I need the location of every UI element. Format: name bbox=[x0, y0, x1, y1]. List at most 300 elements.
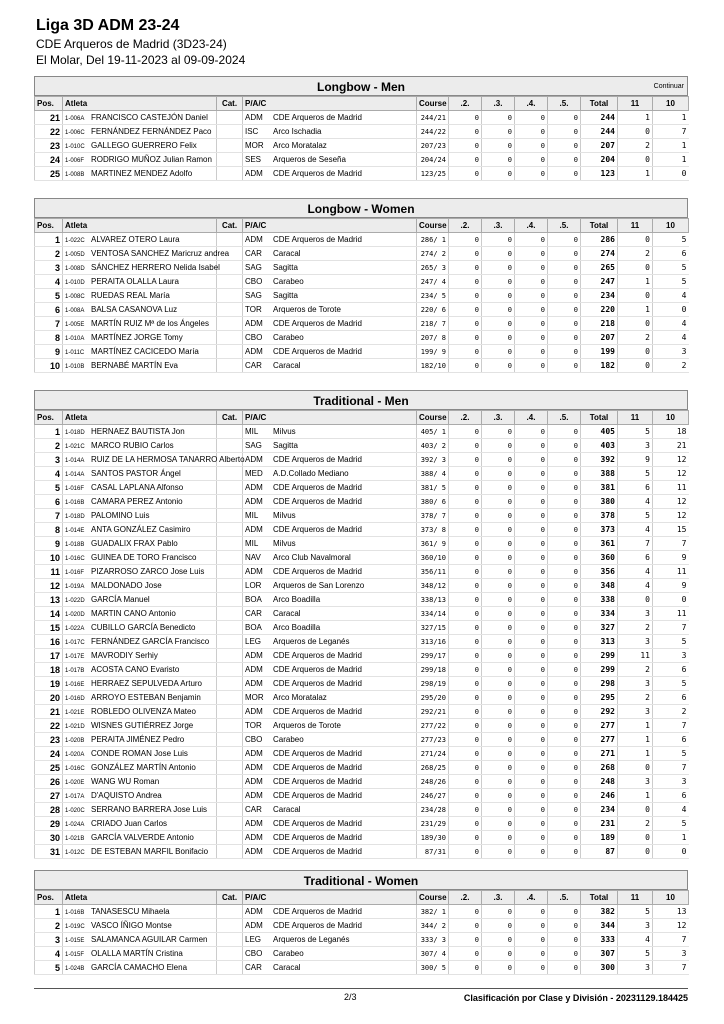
athlete-cell-code: 1-019C bbox=[65, 924, 85, 930]
course-cell-course: 360/10 bbox=[420, 553, 446, 562]
round5-cell-s5: 0 bbox=[573, 291, 578, 300]
position-cell bbox=[35, 233, 63, 247]
round5-cell bbox=[548, 933, 581, 947]
round4-cell-s4: 0 bbox=[540, 609, 545, 618]
count-11-cell-x11: 0 bbox=[645, 805, 650, 814]
count-11-cell-x11: 3 bbox=[645, 777, 650, 786]
course-cell bbox=[417, 139, 449, 153]
total-cell bbox=[581, 845, 618, 859]
round4-cell bbox=[515, 233, 548, 247]
athlete-cell-name: BALSA CASANOVA Luz bbox=[91, 305, 178, 314]
column-header: .4. bbox=[515, 891, 548, 905]
position-cell bbox=[35, 537, 63, 551]
round3-cell bbox=[482, 439, 515, 453]
round4-cell bbox=[515, 933, 548, 947]
total-cell bbox=[581, 961, 618, 975]
round2-cell bbox=[449, 125, 482, 139]
total-cell bbox=[581, 537, 618, 551]
column-header: Course bbox=[417, 411, 449, 425]
report-club: CDE Arqueros de Madrid (3D23-24) bbox=[36, 37, 227, 51]
round4-cell-s4: 0 bbox=[540, 497, 545, 506]
round4-cell bbox=[515, 509, 548, 523]
count-11-cell bbox=[618, 747, 653, 761]
count-10-cell bbox=[653, 747, 689, 761]
table-row bbox=[35, 831, 689, 845]
count-11-cell-x11: 0 bbox=[645, 361, 650, 370]
count-11-cell bbox=[618, 153, 653, 167]
round5-cell bbox=[548, 275, 581, 289]
athlete-cell-code: 1-008A bbox=[65, 308, 85, 314]
round3-cell-s3: 0 bbox=[507, 777, 512, 786]
count-10-cell bbox=[653, 167, 689, 181]
column-header: .3. bbox=[482, 219, 515, 233]
round2-cell bbox=[449, 111, 482, 125]
club-cell bbox=[243, 579, 417, 593]
round4-cell bbox=[515, 621, 548, 635]
round3-cell bbox=[482, 579, 515, 593]
count-10-cell-x10: 1 bbox=[681, 113, 687, 122]
count-11-cell bbox=[618, 933, 653, 947]
club-cell-club: CDE Arqueros de Madrid bbox=[273, 497, 362, 506]
course-cell-course: 277/22 bbox=[420, 721, 446, 730]
athlete-cell-name: TANASESCU Mihaela bbox=[91, 907, 170, 916]
round3-cell bbox=[482, 233, 515, 247]
count-10-cell bbox=[653, 761, 689, 775]
round5-cell-s5: 0 bbox=[573, 763, 578, 772]
club-cell-club: Arco Ischadia bbox=[273, 127, 322, 136]
count-11-cell bbox=[618, 621, 653, 635]
club-cell bbox=[243, 663, 417, 677]
total-cell-total: 299 bbox=[600, 651, 615, 660]
round5-cell bbox=[548, 607, 581, 621]
position-cell bbox=[35, 933, 63, 947]
round3-cell-s3: 0 bbox=[507, 427, 512, 436]
round5-cell bbox=[548, 111, 581, 125]
athlete-cell bbox=[63, 551, 217, 565]
total-cell bbox=[581, 233, 618, 247]
count-11-cell-x11: 5 bbox=[645, 469, 650, 478]
round2-cell bbox=[449, 789, 482, 803]
club-cell-club: Carabeo bbox=[273, 333, 304, 342]
round5-cell-s5: 0 bbox=[573, 777, 578, 786]
round2-cell-s2: 0 bbox=[474, 763, 479, 772]
round3-cell-s3: 0 bbox=[507, 553, 512, 562]
position-cell-pos: 7 bbox=[54, 318, 60, 329]
round3-cell bbox=[482, 933, 515, 947]
round3-cell-s3: 0 bbox=[507, 665, 512, 674]
club-cell-club: Caracal bbox=[273, 963, 301, 972]
category-cell bbox=[217, 275, 243, 289]
athlete-cell-name: CONDE ROMAN Jose Luis bbox=[91, 749, 188, 758]
athlete-cell-code: 1-016F bbox=[65, 486, 85, 492]
round4-cell-s4: 0 bbox=[540, 291, 545, 300]
athlete-cell-code: 1-021B bbox=[65, 836, 85, 842]
results-table bbox=[34, 410, 689, 859]
position-cell-pos: 17 bbox=[49, 650, 60, 661]
count-10-cell-x10: 7 bbox=[681, 963, 687, 972]
club-cell bbox=[243, 537, 417, 551]
table-row bbox=[35, 905, 689, 919]
count-11-cell-x11: 0 bbox=[645, 155, 650, 164]
round5-cell bbox=[548, 167, 581, 181]
round2-cell-s2: 0 bbox=[474, 651, 479, 660]
athlete-cell-name: VENTOSA SANCHEZ Maricruz andrea bbox=[91, 249, 230, 258]
count-10-cell bbox=[653, 453, 689, 467]
position-cell-pos: 8 bbox=[54, 524, 60, 535]
round3-cell-s3: 0 bbox=[507, 441, 512, 450]
round5-cell-s5: 0 bbox=[573, 455, 578, 464]
round4-cell bbox=[515, 663, 548, 677]
total-cell-total: 307 bbox=[600, 949, 615, 958]
section-title-text: Traditional - Men bbox=[313, 394, 409, 408]
category-cell bbox=[217, 775, 243, 789]
club-cell bbox=[243, 677, 417, 691]
category-cell bbox=[217, 565, 243, 579]
athlete-cell-code: 1-016E bbox=[65, 682, 85, 688]
round3-cell bbox=[482, 803, 515, 817]
table-row bbox=[35, 663, 689, 677]
total-cell-total: 338 bbox=[600, 595, 615, 604]
club-cell bbox=[243, 621, 417, 635]
position-cell bbox=[35, 803, 63, 817]
column-header: .4. bbox=[515, 219, 548, 233]
count-10-cell bbox=[653, 565, 689, 579]
total-cell-total: 348 bbox=[600, 581, 615, 590]
round2-cell-s2: 0 bbox=[474, 637, 479, 646]
round3-cell bbox=[482, 905, 515, 919]
course-cell bbox=[417, 817, 449, 831]
category-cell bbox=[217, 663, 243, 677]
club-cell bbox=[243, 233, 417, 247]
course-cell-course: 244/22 bbox=[420, 127, 446, 136]
round4-cell bbox=[515, 649, 548, 663]
club-cell bbox=[243, 691, 417, 705]
round2-cell bbox=[449, 233, 482, 247]
count-11-cell-x11: 5 bbox=[645, 511, 650, 520]
count-10-cell bbox=[653, 905, 689, 919]
count-10-cell-x10: 7 bbox=[681, 935, 687, 944]
count-11-cell bbox=[618, 649, 653, 663]
column-header: P/A/C bbox=[243, 97, 417, 111]
section bbox=[34, 198, 688, 373]
course-cell-course: 403/ 2 bbox=[420, 441, 446, 450]
round4-cell-s4: 0 bbox=[540, 277, 545, 286]
round5-cell bbox=[548, 439, 581, 453]
athlete-cell-code: 1-020A bbox=[65, 752, 85, 758]
category-cell bbox=[217, 789, 243, 803]
table-row bbox=[35, 579, 689, 593]
course-cell bbox=[417, 331, 449, 345]
club-cell-club: Arqueros de Leganés bbox=[273, 935, 350, 944]
round5-cell-s5: 0 bbox=[573, 567, 578, 576]
athlete-cell-name: CAMARA PEREZ Antonio bbox=[91, 497, 183, 506]
category-cell bbox=[217, 233, 243, 247]
count-11-cell-x11: 6 bbox=[645, 553, 650, 562]
round4-cell bbox=[515, 139, 548, 153]
total-cell bbox=[581, 705, 618, 719]
column-header: .2. bbox=[449, 411, 482, 425]
round2-cell bbox=[449, 905, 482, 919]
position-cell-pos: 8 bbox=[54, 332, 60, 343]
round2-cell bbox=[449, 167, 482, 181]
total-cell bbox=[581, 775, 618, 789]
round5-cell-s5: 0 bbox=[573, 847, 578, 856]
athlete-cell-name: WANG WU Roman bbox=[91, 777, 160, 786]
athlete-cell-name: GUINEA DE TORO Francisco bbox=[91, 553, 197, 562]
club-cell-club-code: ADM bbox=[245, 707, 263, 716]
category-cell bbox=[217, 961, 243, 975]
club-cell bbox=[243, 919, 417, 933]
round3-cell-s3: 0 bbox=[507, 935, 512, 944]
count-11-cell bbox=[618, 817, 653, 831]
round4-cell-s4: 0 bbox=[540, 347, 545, 356]
total-cell-total: 286 bbox=[600, 235, 615, 244]
athlete-cell-code: 1-017E bbox=[65, 654, 85, 660]
course-cell bbox=[417, 663, 449, 677]
club-cell-club-code: CAR bbox=[245, 361, 262, 370]
round4-cell-s4: 0 bbox=[540, 595, 545, 604]
round3-cell-s3: 0 bbox=[507, 141, 512, 150]
count-11-cell bbox=[618, 467, 653, 481]
count-10-cell bbox=[653, 691, 689, 705]
athlete-cell bbox=[63, 467, 217, 481]
count-11-cell-x11: 0 bbox=[645, 319, 650, 328]
round2-cell bbox=[449, 565, 482, 579]
position-cell-pos: 2 bbox=[54, 248, 60, 259]
round5-cell bbox=[548, 331, 581, 345]
count-10-cell bbox=[653, 635, 689, 649]
count-10-cell bbox=[653, 919, 689, 933]
position-cell bbox=[35, 789, 63, 803]
category-cell bbox=[217, 677, 243, 691]
total-cell bbox=[581, 125, 618, 139]
count-11-cell bbox=[618, 789, 653, 803]
athlete-cell bbox=[63, 153, 217, 167]
club-cell-club: Arco Boadilla bbox=[273, 623, 321, 632]
club-cell bbox=[243, 761, 417, 775]
section-title-text: Traditional - Women bbox=[303, 874, 419, 888]
count-11-cell bbox=[618, 691, 653, 705]
course-cell-course: 234/ 5 bbox=[420, 291, 446, 300]
club-cell bbox=[243, 495, 417, 509]
round4-cell-s4: 0 bbox=[540, 155, 545, 164]
athlete-cell-code: 1-006F bbox=[65, 158, 85, 164]
round4-cell-s4: 0 bbox=[540, 305, 545, 314]
round2-cell bbox=[449, 621, 482, 635]
round4-cell-s4: 0 bbox=[540, 581, 545, 590]
course-cell-course: 392/ 3 bbox=[420, 455, 446, 464]
table-row bbox=[35, 537, 689, 551]
round5-cell bbox=[548, 649, 581, 663]
total-cell bbox=[581, 495, 618, 509]
position-cell bbox=[35, 733, 63, 747]
table-row bbox=[35, 593, 689, 607]
round5-cell-s5: 0 bbox=[573, 665, 578, 674]
round2-cell-s2: 0 bbox=[474, 567, 479, 576]
position-cell-pos: 27 bbox=[49, 790, 60, 801]
count-10-cell bbox=[653, 593, 689, 607]
round5-cell bbox=[548, 831, 581, 845]
position-cell bbox=[35, 961, 63, 975]
course-cell bbox=[417, 919, 449, 933]
count-10-cell bbox=[653, 705, 689, 719]
count-11-cell bbox=[618, 481, 653, 495]
round3-cell-s3: 0 bbox=[507, 305, 512, 314]
table-row bbox=[35, 317, 689, 331]
club-cell-club-code: ADM bbox=[245, 483, 263, 492]
table-header-row bbox=[35, 891, 689, 905]
count-11-cell bbox=[618, 139, 653, 153]
round5-cell-s5: 0 bbox=[573, 637, 578, 646]
column-header: P/A/C bbox=[243, 411, 417, 425]
count-10-cell bbox=[653, 481, 689, 495]
course-cell-course: 244/21 bbox=[420, 113, 446, 122]
course-cell bbox=[417, 719, 449, 733]
total-cell-total: 271 bbox=[600, 749, 615, 758]
column-header: Pos. bbox=[35, 219, 63, 233]
course-cell-course: 300/ 5 bbox=[420, 963, 446, 972]
athlete-cell bbox=[63, 317, 217, 331]
total-cell-total: 373 bbox=[600, 525, 615, 534]
athlete-cell bbox=[63, 523, 217, 537]
club-cell-club-code: CBO bbox=[245, 333, 263, 342]
round2-cell bbox=[449, 845, 482, 859]
round2-cell-s2: 0 bbox=[474, 921, 479, 930]
athlete-cell-name: PERAITA OLALLA Laura bbox=[91, 277, 179, 286]
round4-cell-s4: 0 bbox=[540, 707, 545, 716]
round3-cell bbox=[482, 947, 515, 961]
column-header: Total bbox=[581, 219, 618, 233]
category-cell bbox=[217, 905, 243, 919]
athlete-cell-code: 1-016B bbox=[65, 500, 85, 506]
count-11-cell bbox=[618, 919, 653, 933]
course-cell bbox=[417, 523, 449, 537]
athlete-cell-name: HERNAEZ BAUTISTA Jon bbox=[91, 427, 185, 436]
athlete-cell-code: 1-005D bbox=[65, 252, 85, 258]
athlete-cell-name: FERNÁNDEZ FERNÁNDEZ Paco bbox=[91, 127, 212, 136]
round5-cell bbox=[548, 761, 581, 775]
column-header: .4. bbox=[515, 411, 548, 425]
club-cell bbox=[243, 551, 417, 565]
athlete-cell-name: ALVAREZ OTERO Laura bbox=[91, 235, 180, 244]
position-cell bbox=[35, 831, 63, 845]
category-cell bbox=[217, 303, 243, 317]
athlete-cell-code: 1-017B bbox=[65, 668, 85, 674]
round2-cell bbox=[449, 509, 482, 523]
athlete-cell bbox=[63, 167, 217, 181]
table-row bbox=[35, 139, 689, 153]
round3-cell-s3: 0 bbox=[507, 805, 512, 814]
total-cell bbox=[581, 345, 618, 359]
club-cell-club: Arco Club Navalmoral bbox=[273, 553, 351, 562]
round5-cell bbox=[548, 289, 581, 303]
round2-cell-s2: 0 bbox=[474, 707, 479, 716]
athlete-cell-code: 1-016D bbox=[65, 696, 85, 702]
count-11-cell bbox=[618, 453, 653, 467]
club-cell bbox=[243, 317, 417, 331]
count-10-cell bbox=[653, 579, 689, 593]
round2-cell bbox=[449, 345, 482, 359]
round4-cell bbox=[515, 481, 548, 495]
club-cell bbox=[243, 775, 417, 789]
athlete-cell-name: HERRAEZ SEPULVEDA Arturo bbox=[91, 679, 202, 688]
club-cell bbox=[243, 961, 417, 975]
round3-cell-s3: 0 bbox=[507, 847, 512, 856]
total-cell-total: 382 bbox=[600, 907, 615, 916]
total-cell-total: 220 bbox=[600, 305, 615, 314]
round2-cell bbox=[449, 919, 482, 933]
category-cell bbox=[217, 111, 243, 125]
round4-cell-s4: 0 bbox=[540, 525, 545, 534]
table-row bbox=[35, 733, 689, 747]
athlete-cell-name: MARTÍN RUIZ Mª de los Ángeles bbox=[91, 319, 209, 328]
position-cell bbox=[35, 261, 63, 275]
club-cell bbox=[243, 345, 417, 359]
count-10-cell-x10: 1 bbox=[681, 141, 687, 150]
report-title: Liga 3D ADM 23-24 bbox=[36, 17, 180, 34]
count-11-cell bbox=[618, 579, 653, 593]
table-row bbox=[35, 439, 689, 453]
position-cell bbox=[35, 467, 63, 481]
athlete-cell bbox=[63, 905, 217, 919]
round3-cell bbox=[482, 831, 515, 845]
round5-cell bbox=[548, 775, 581, 789]
round5-cell-s5: 0 bbox=[573, 497, 578, 506]
club-cell bbox=[243, 845, 417, 859]
round4-cell-s4: 0 bbox=[540, 263, 545, 272]
course-cell bbox=[417, 607, 449, 621]
position-cell bbox=[35, 303, 63, 317]
athlete-cell-code: 1-016C bbox=[65, 556, 85, 562]
round5-cell bbox=[548, 789, 581, 803]
round5-cell bbox=[548, 425, 581, 439]
column-header: Atleta bbox=[63, 891, 217, 905]
athlete-cell-code: 1-006C bbox=[65, 130, 85, 136]
round5-cell-s5: 0 bbox=[573, 581, 578, 590]
count-10-cell-x10: 9 bbox=[681, 553, 687, 562]
section-title-text: Longbow - Men bbox=[317, 80, 405, 94]
category-cell bbox=[217, 289, 243, 303]
round5-cell bbox=[548, 803, 581, 817]
club-cell-club: Arqueros de Torote bbox=[273, 721, 341, 730]
club-cell-club-code: ADM bbox=[245, 651, 263, 660]
count-10-cell bbox=[653, 817, 689, 831]
club-cell-club-code: ADM bbox=[245, 819, 263, 828]
round2-cell-s2: 0 bbox=[474, 263, 479, 272]
round2-cell-s2: 0 bbox=[474, 679, 479, 688]
count-10-cell bbox=[653, 467, 689, 481]
athlete-cell-name: WISNES GUTIÉRREZ Jorge bbox=[91, 721, 194, 730]
count-11-cell bbox=[618, 593, 653, 607]
club-cell-club: A.D.Collado Mediano bbox=[273, 469, 349, 478]
athlete-cell bbox=[63, 961, 217, 975]
round5-cell-s5: 0 bbox=[573, 235, 578, 244]
position-cell bbox=[35, 495, 63, 509]
count-11-cell bbox=[618, 663, 653, 677]
club-cell-club: CDE Arqueros de Madrid bbox=[273, 707, 362, 716]
course-cell-course: 307/ 4 bbox=[420, 949, 446, 958]
table-header-row bbox=[35, 97, 689, 111]
total-cell-total: 403 bbox=[600, 441, 615, 450]
round4-cell bbox=[515, 733, 548, 747]
course-cell-course: 234/28 bbox=[420, 805, 446, 814]
total-cell-total: 246 bbox=[600, 791, 615, 800]
category-cell bbox=[217, 691, 243, 705]
count-11-cell-x11: 0 bbox=[645, 263, 650, 272]
round2-cell-s2: 0 bbox=[474, 609, 479, 618]
count-10-cell bbox=[653, 947, 689, 961]
round4-cell bbox=[515, 817, 548, 831]
